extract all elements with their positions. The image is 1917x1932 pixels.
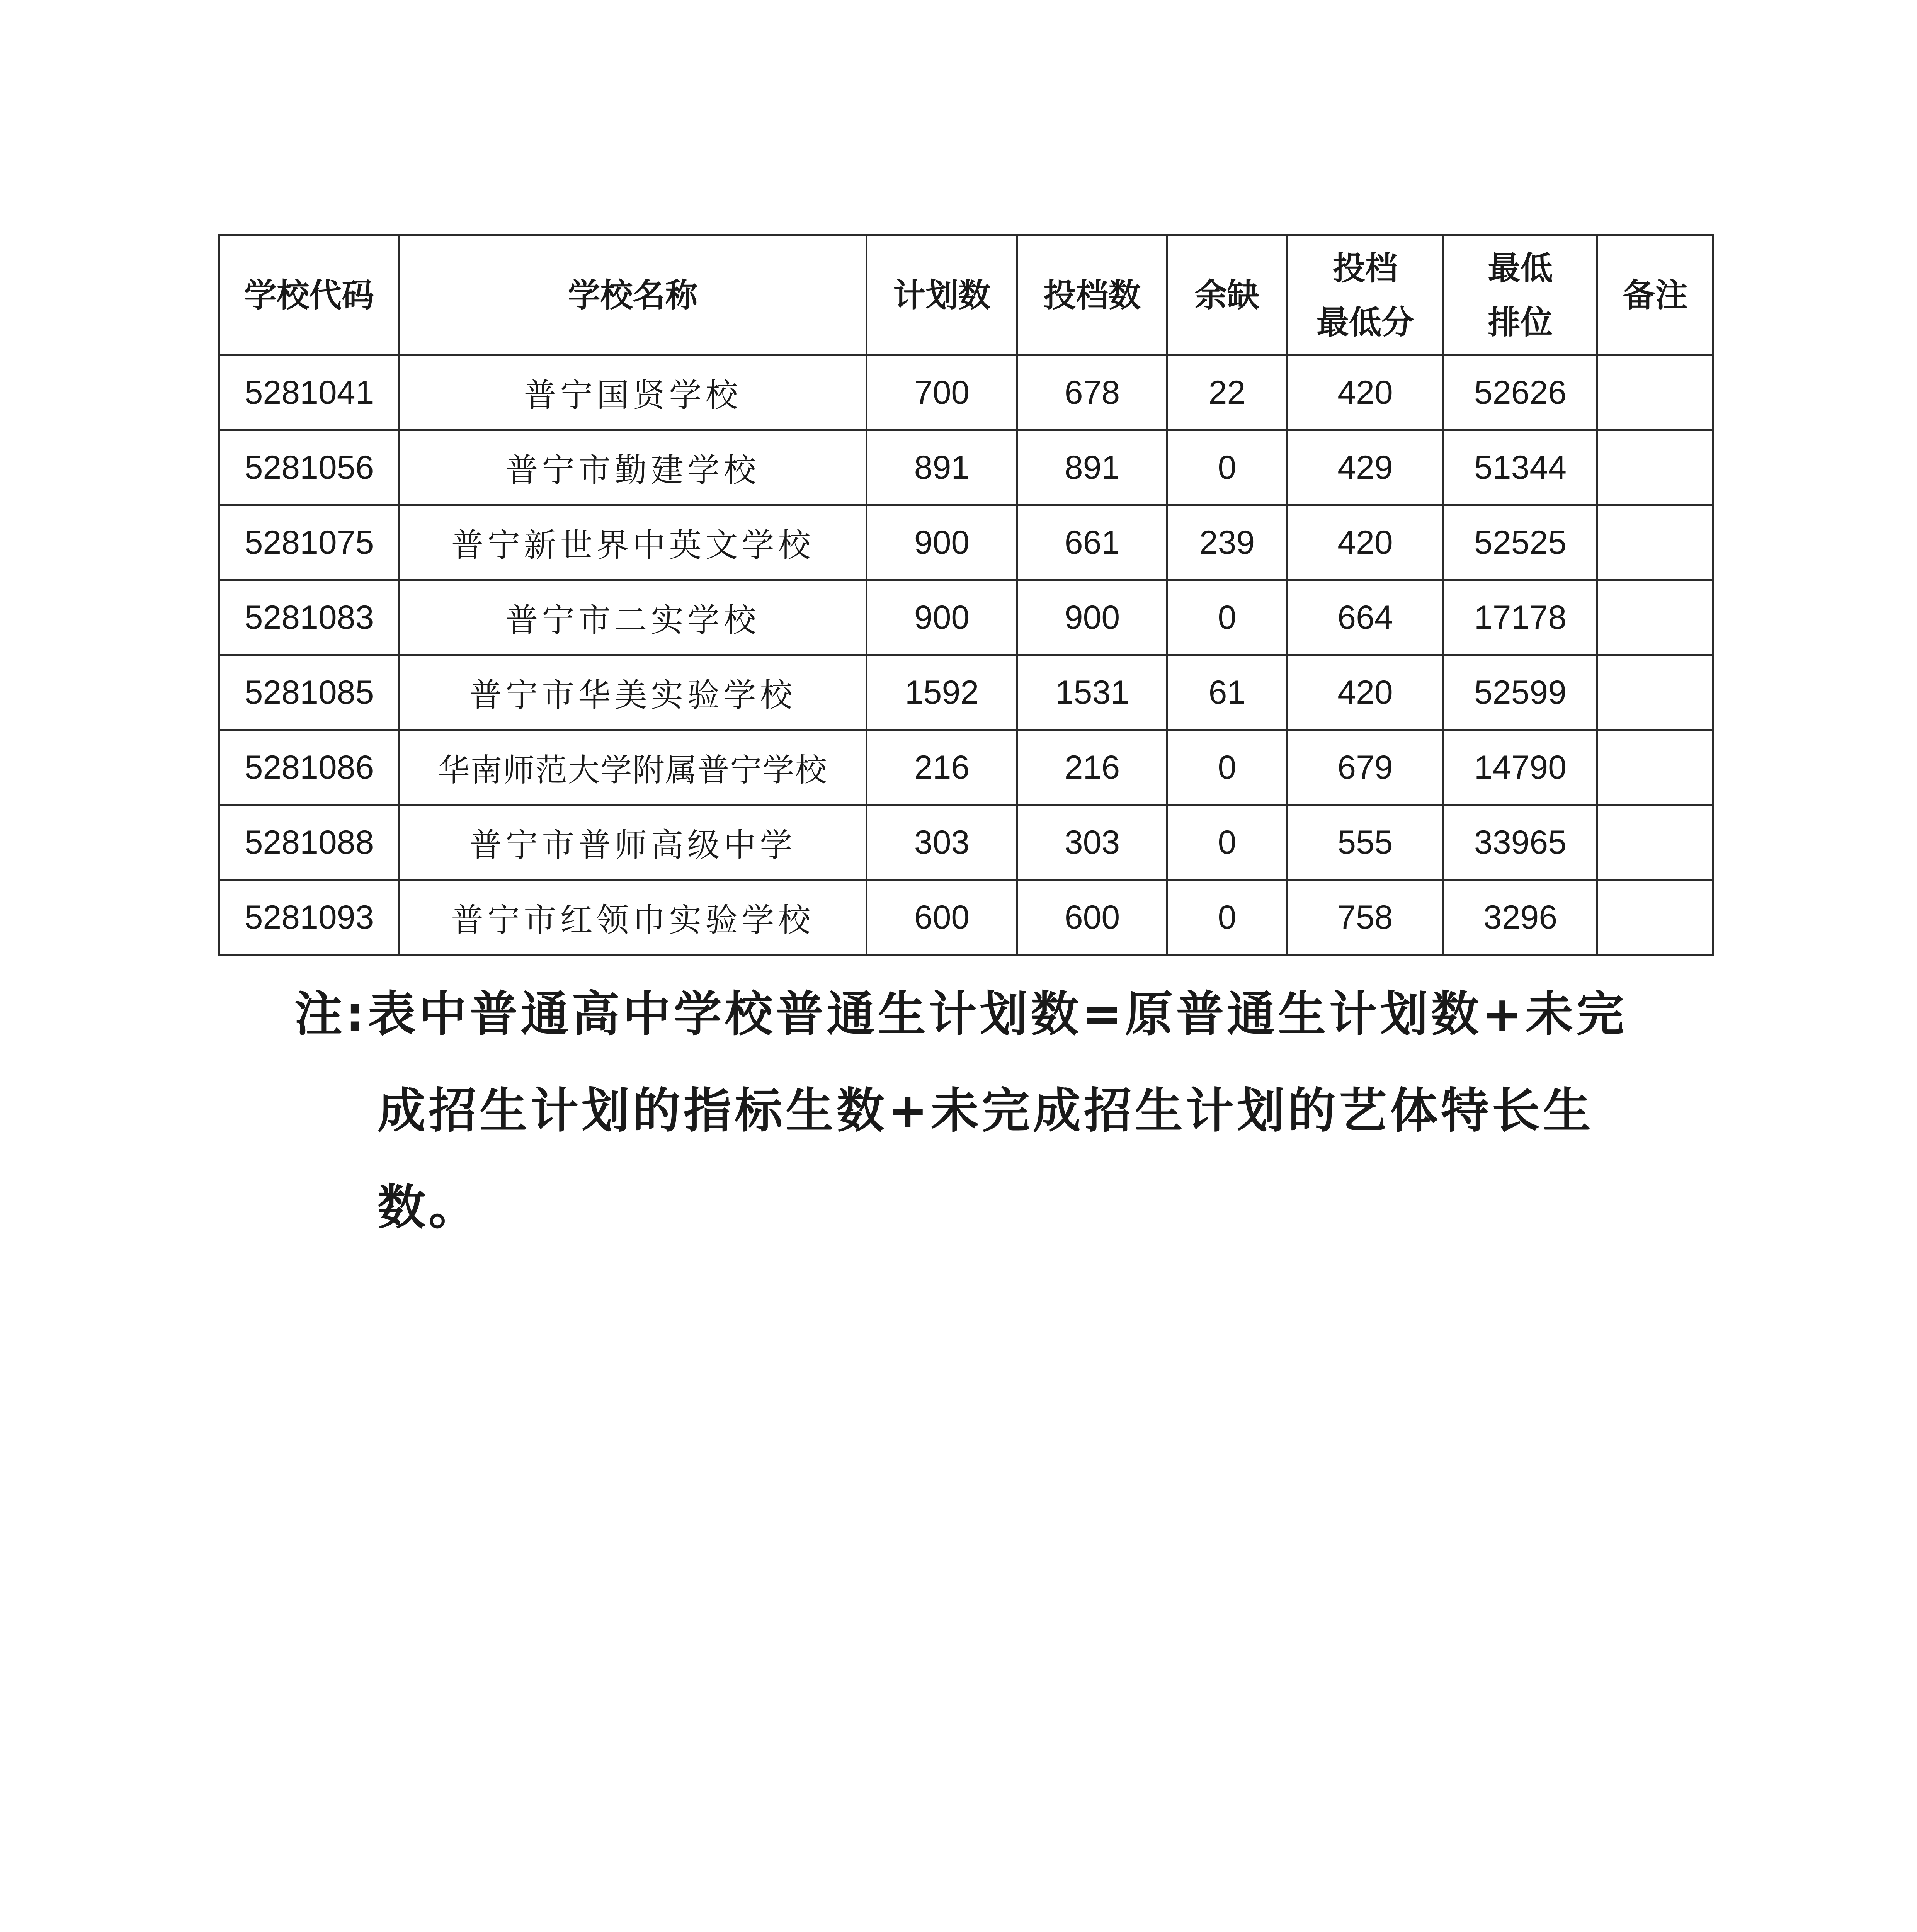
cell-admitted-count: 600: [1017, 880, 1167, 955]
cell-shortfall: 61: [1167, 655, 1287, 730]
cell-school-code: 5281085: [219, 655, 399, 730]
cell-admitted-count: 661: [1017, 505, 1167, 580]
cell-min-rank: 14790: [1444, 730, 1597, 805]
cell-admitted-count: 303: [1017, 805, 1167, 880]
table-row: [219, 880, 1713, 955]
footnote: [294, 966, 1662, 1256]
header-remark: 备注: [1597, 235, 1713, 355]
table-row: [219, 580, 1713, 655]
cell-school-name: 普宁市二实学校: [399, 580, 867, 655]
footnote-line-3: 数。: [378, 1180, 480, 1235]
cell-min-score: 664: [1287, 580, 1444, 655]
cell-min-rank: 51344: [1444, 430, 1597, 505]
cell-remark: [1597, 730, 1713, 805]
header-admitted-count: 投档数: [1017, 235, 1167, 355]
table-row: [219, 655, 1713, 730]
cell-remark: [1597, 880, 1713, 955]
cell-school-code: 5281083: [219, 580, 399, 655]
cell-remark: [1597, 355, 1713, 430]
cell-min-rank: 52626: [1444, 355, 1597, 430]
cell-school-name: 华南师范大学附属普宁学校: [399, 730, 867, 805]
header-min-score-line2: 最低分: [1316, 303, 1414, 341]
cell-shortfall: 239: [1167, 505, 1287, 580]
cell-school-name: 普宁市华美实验学校: [399, 655, 867, 730]
table-row: [219, 355, 1713, 430]
cell-min-rank: 52525: [1444, 505, 1597, 580]
table-row: [219, 505, 1713, 580]
cell-remark: [1597, 505, 1713, 580]
cell-remark: [1597, 805, 1713, 880]
cell-min-score: 679: [1287, 730, 1444, 805]
cell-min-score: 420: [1287, 355, 1444, 430]
cell-admitted-count: 216: [1017, 730, 1167, 805]
cell-admitted-count: 900: [1017, 580, 1167, 655]
cell-shortfall: 0: [1167, 730, 1287, 805]
cell-school-name: 普宁市红领巾实验学校: [399, 880, 867, 955]
footnote-line-1: 注:表中普通高中学校普通生计划数=原普通生计划数+未完: [294, 986, 1628, 1042]
header-school-code: 学校代码: [219, 235, 399, 355]
cell-admitted-count: 678: [1017, 355, 1167, 430]
header-row: [219, 235, 1713, 355]
cell-min-score: 420: [1287, 655, 1444, 730]
cell-remark: [1597, 655, 1713, 730]
cell-shortfall: 0: [1167, 805, 1287, 880]
cell-plan-count: 700: [867, 355, 1017, 430]
cell-shortfall: 0: [1167, 430, 1287, 505]
cell-shortfall: 0: [1167, 580, 1287, 655]
cell-remark: [1597, 430, 1713, 505]
cell-school-code: 5281056: [219, 430, 399, 505]
cell-plan-count: 1592: [867, 655, 1017, 730]
header-min-score-line1: 投档: [1332, 249, 1398, 287]
cell-plan-count: 600: [867, 880, 1017, 955]
cell-school-code: 5281041: [219, 355, 399, 430]
cell-min-rank: 33965: [1444, 805, 1597, 880]
cell-min-score: 758: [1287, 880, 1444, 955]
cell-school-code: 5281086: [219, 730, 399, 805]
cell-plan-count: 891: [867, 430, 1017, 505]
admission-table: [218, 234, 1714, 956]
header-min-score: [1287, 235, 1444, 355]
header-school-name: 学校名称: [399, 235, 867, 355]
header-min-rank-line1: 最低: [1488, 249, 1553, 287]
header-plan-count: 计划数: [867, 235, 1017, 355]
cell-remark: [1597, 580, 1713, 655]
cell-school-code: 5281093: [219, 880, 399, 955]
table-row: [219, 430, 1713, 505]
cell-admitted-count: 1531: [1017, 655, 1167, 730]
cell-plan-count: 216: [867, 730, 1017, 805]
cell-min-score: 429: [1287, 430, 1444, 505]
table-row: [219, 730, 1713, 805]
cell-school-code: 5281088: [219, 805, 399, 880]
cell-shortfall: 22: [1167, 355, 1287, 430]
cell-shortfall: 0: [1167, 880, 1287, 955]
cell-school-name: 普宁市勤建学校: [399, 430, 867, 505]
cell-plan-count: 303: [867, 805, 1017, 880]
cell-min-rank: 17178: [1444, 580, 1597, 655]
cell-min-rank: 3296: [1444, 880, 1597, 955]
header-min-rank: [1444, 235, 1597, 355]
cell-school-code: 5281075: [219, 505, 399, 580]
cell-min-rank: 52599: [1444, 655, 1597, 730]
header-shortfall: 余缺: [1167, 235, 1287, 355]
cell-min-score: 420: [1287, 505, 1444, 580]
footnote-line-2: 成招生计划的指标生数+未完成招生计划的艺体特长生: [378, 1083, 1594, 1139]
header-min-rank-line2: 排位: [1488, 303, 1553, 341]
cell-school-name: 普宁新世界中英文学校: [399, 505, 867, 580]
cell-min-score: 555: [1287, 805, 1444, 880]
cell-plan-count: 900: [867, 505, 1017, 580]
cell-admitted-count: 891: [1017, 430, 1167, 505]
cell-school-name: 普宁国贤学校: [399, 355, 867, 430]
cell-school-name: 普宁市普师高级中学: [399, 805, 867, 880]
table-row: [219, 805, 1713, 880]
cell-plan-count: 900: [867, 580, 1017, 655]
